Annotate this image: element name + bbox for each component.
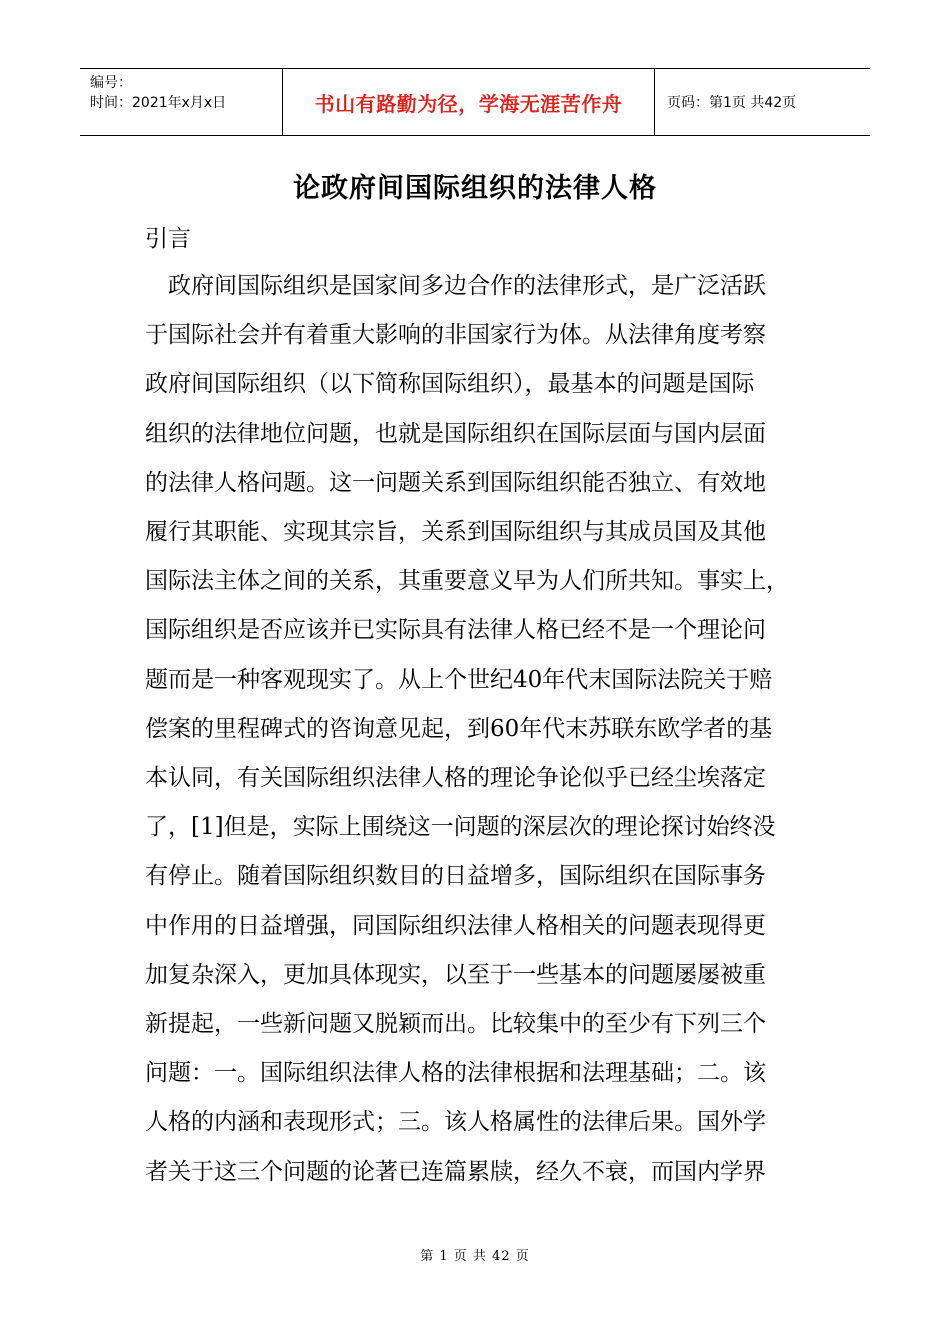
motto-cell bbox=[282, 69, 655, 135]
header-table bbox=[80, 68, 870, 136]
page-footer: 第 1 页 共 42 页 bbox=[420, 1249, 530, 1264]
body-line: 履行其职能、实现其宗旨，关系到国际组织与其成员国及其他 bbox=[145, 519, 766, 545]
time-label: 时间：2021年x月x日 bbox=[90, 95, 227, 111]
body-line: 中作用的日益增强，同国际组织法律人格相关的问题表现得更 bbox=[145, 912, 766, 939]
motto-text: 书山有路勤为径，学海无涯苦作舟 bbox=[314, 91, 623, 116]
body-line: 国际法主体之间的关系，其重要意义早为人们所共知。事实上， bbox=[145, 568, 789, 595]
body-line: 组织的法律地位问题，也就是国际组织在国际层面与国内层面 bbox=[145, 420, 766, 447]
header-meta-cell bbox=[80, 69, 282, 135]
body-line: 问题：一。国际组织法律人格的法律根据和法理基础；二。该 bbox=[145, 1060, 766, 1087]
body-line: 人格的内涵和表现形式；三。该人格属性的法律后果。国外学 bbox=[145, 1109, 766, 1136]
document-title: 论政府间国际组织的法律人格 bbox=[293, 173, 657, 204]
body-line: 的法律人格问题。这一问题关系到国际组织能否独立、有效地 bbox=[145, 469, 766, 496]
body-line: 本认同，有关国际组织法律人格的理论争论似乎已经尘埃落定 bbox=[145, 765, 766, 791]
body-line: 偿案的里程碑式的咨询意见起，到60年代末苏联东欧学者的基 bbox=[145, 715, 773, 742]
body-line: 题而是一种客观现实了。从上个世纪40年代末国际法院关于赔 bbox=[145, 666, 773, 693]
body-line: 新提起，一些新问题又脱颖而出。比较集中的至少有下列三个 bbox=[145, 1011, 766, 1037]
body-line: 于国际社会并有着重大影响的非国家行为体。从法律角度考察 bbox=[145, 322, 766, 349]
body-line: 了，[1]但是，实际上围绕这一问题的深层次的理论探讨始终没 bbox=[145, 814, 776, 841]
body-line: 国际组织是否应该并已实际具有法律人格已经不是一个理论问 bbox=[145, 617, 766, 644]
page-info-text: 页码：第1页 共42页 bbox=[667, 95, 797, 111]
section-heading: 引言 bbox=[145, 226, 191, 252]
body-line: 者关于这三个问题的论著已连篇累牍，经久不衰，而国内学界 bbox=[145, 1158, 766, 1185]
body-line: 政府间国际组织（以下简称国际组织），最基本的问题是国际 bbox=[145, 371, 755, 398]
body-line: 政府间国际组织是国家间多边合作的法律形式，是广泛活跃 bbox=[145, 273, 766, 299]
body-line: 有停止。随着国际组织数目的日益增多，国际组织在国际事务 bbox=[145, 863, 766, 890]
page-info-cell bbox=[655, 69, 870, 135]
body-line: 加复杂深入，更加具体现实，以至于一些基本的问题屡屡被重 bbox=[145, 961, 766, 988]
number-label: 编号： bbox=[90, 75, 132, 91]
